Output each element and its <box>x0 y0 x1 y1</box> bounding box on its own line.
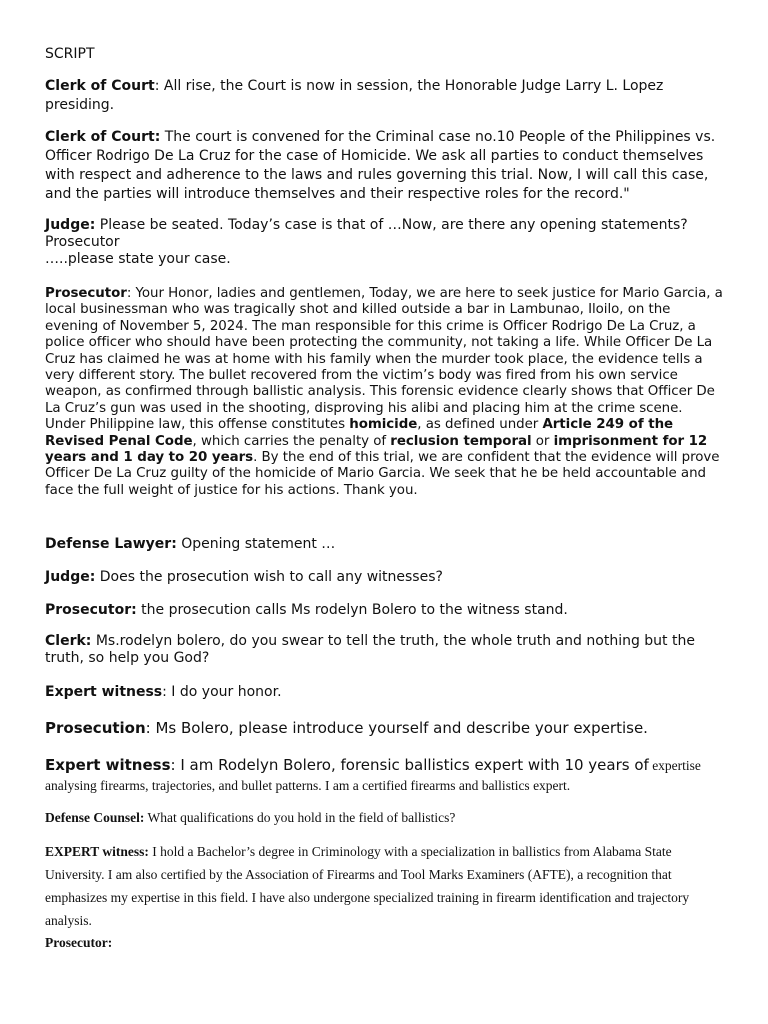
paragraph-clerk-oath <box>45 633 725 667</box>
paragraph-text: : Your Honor, ladies and gentlemen, Today, we are here to seek justice for Mario Garcia, a local businessman who was tragically shot and killed outside a bar in Lambunao, Iloilo, on the evening of November 5, 2024. The man responsible for this crime is Officer Rodrigo De La Cruz, a police officer who should have been protecting the community, not taking a life. While Officer De La Cruz has claimed he was at home with his family when the murder took place, the evidence tells a very different story. The bullet recovered from the victim’s body was fired from his own service weapon, as confirmed through ballistic analysis. This forensic evidence clearly shows that Officer De La Cruz’s gun was used in the shooting, disproving his alibi and placing him at the crime scene. Under Philippine law, this offense constitutes <box>45 286 723 433</box>
paragraph-prosecutor-opening <box>45 286 725 499</box>
paragraph-witness-introduction <box>45 755 725 796</box>
speaker-label: EXPERT witness: <box>45 844 149 859</box>
paragraph-text: expertise analysing firearms, trajectories, and bullet patterns. I am a certified firearms and ballistics expert. <box>45 758 701 793</box>
speaker-label: Prosecutor: <box>45 935 113 950</box>
speaker-label: Defense Counsel: <box>45 810 145 825</box>
paragraph-text: , which carries the penalty of <box>192 433 391 449</box>
script-title: SCRIPT <box>45 46 95 62</box>
paragraph-text: Prosecutor <box>45 234 120 250</box>
speaker-label: Clerk of Court <box>45 78 155 94</box>
paragraph-prosecution-introduce <box>45 719 725 738</box>
paragraph-text: : Ms Bolero, please introduce yourself and describe your expertise. <box>145 719 648 737</box>
speaker-label: Clerk: <box>45 633 92 649</box>
speaker-label: Expert witness <box>45 684 163 700</box>
paragraph-text: What qualifications do you hold in the field of ballistics? <box>144 810 456 825</box>
speaker-label: Clerk of Court: <box>45 129 161 145</box>
paragraph-witness-oath <box>45 683 725 701</box>
paragraph-prosecutor-final <box>45 934 725 952</box>
paragraph-clerk-opening <box>45 77 725 115</box>
paragraph-prosecutor-calls <box>45 601 725 619</box>
paragraph-text: , as defined under <box>417 417 543 433</box>
paragraph-text: : I do your honor. <box>162 684 282 700</box>
bold-term: reclusion temporal <box>390 433 532 449</box>
paragraph-judge-seated <box>45 217 725 268</box>
paragraph-text: Please be seated. Today’s case is that of …Now, are there any opening statements? <box>95 217 688 233</box>
bold-term: homicide <box>349 417 418 433</box>
speaker-label: Prosecutor <box>45 286 127 301</box>
speaker-label: Defense Lawyer: <box>45 536 177 552</box>
paragraph-text: . By the end of this trial, we are confident that the evidence will prove Officer De La Cruz guilty of the homicide of Mario Garcia. We seek that he be held accountable and face the full weight of justice for his actions. Thank you. <box>45 450 720 498</box>
paragraph-text: Opening statement … <box>176 536 336 552</box>
speaker-label: Judge: <box>45 217 96 233</box>
paragraph-text: : All rise, the Court is now in session, the Honorable Judge Larry L. Lopez presiding. <box>45 78 664 113</box>
paragraph-defense-opening <box>45 535 725 553</box>
paragraph-defense-question <box>45 809 725 827</box>
speaker-label: Prosecutor: <box>45 602 137 618</box>
paragraph-text: or <box>531 433 554 449</box>
speaker-label: Judge: <box>45 569 96 585</box>
paragraph-text: …..please state your case. <box>45 251 231 267</box>
bold-term: Article 249 of the Revised Penal Code <box>45 417 674 449</box>
paragraph-text: Does the prosecution wish to call any witnesses? <box>95 569 443 585</box>
paragraph-text: the prosecution calls Ms rodelyn Bolero to the witness stand. <box>136 602 568 618</box>
speaker-label: Expert witness <box>45 756 171 774</box>
paragraph-text: Ms.rodelyn bolero, do you swear to tell the truth, the whole truth and nothing but the truth, so help you God? <box>45 633 695 666</box>
paragraph-witness-qualifications <box>45 840 725 932</box>
speaker-label: Prosecution <box>45 719 146 737</box>
bold-term: imprisonment for 12 years and 1 day to 20 years <box>45 433 708 466</box>
paragraph-judge-witnesses <box>45 568 725 586</box>
paragraph-text: I hold a Bachelor’s degree in Criminology with a specialization in ballistics from Alabama State University. I am also certified by the Association of Firearms and Tool Marks Examiners (AFTE), a recognition that emphasizes my expertise in this field. I have also undergone specialized training in firearm identification and trajectory analysis. <box>45 844 690 928</box>
paragraph-clerk-case <box>45 128 725 204</box>
paragraph-text: The court is convened for the Criminal case no.10 People of the Philippines vs. Officer Rodrigo De La Cruz for the case of Homicide. We ask all parties to conduct themselves with respect and adherence to the laws and rules governing this trial. Now, I will call this case, and the parties will introduce themselves and their respective roles for the record." <box>45 129 716 202</box>
paragraph-text: : I am Rodelyn Bolero, forensic ballistics expert with 10 years of <box>170 756 649 774</box>
